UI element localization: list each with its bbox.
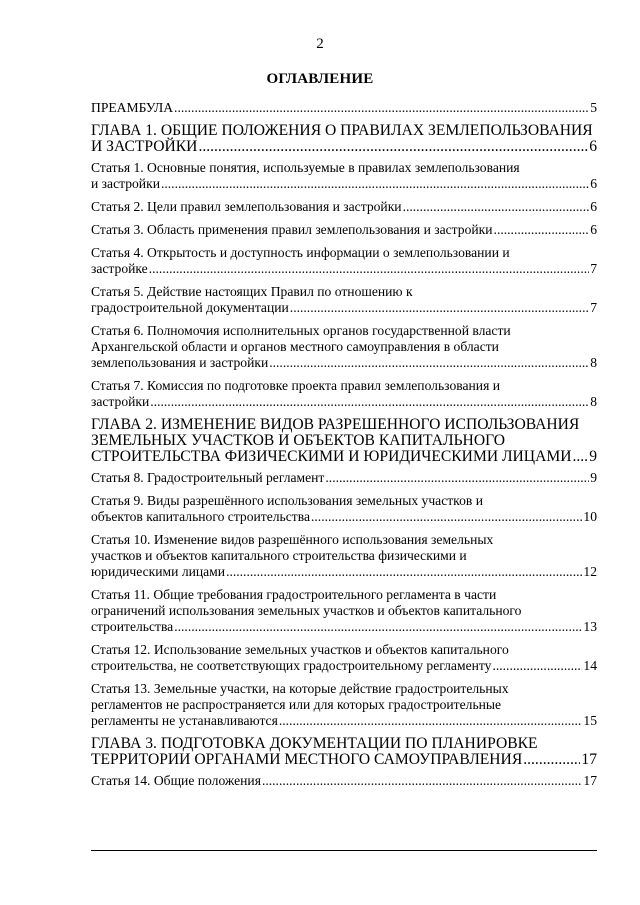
- toc-entry-final-line: [91, 449, 597, 465]
- toc-entry-article[interactable]: [91, 199, 597, 215]
- toc-entry-final-line: [91, 222, 597, 238]
- toc-entry-final-line: [91, 713, 597, 729]
- toc-entry-text-line: ГЛАВА 2. ИЗМЕНЕНИЕ ВИДОВ РАЗРЕШЕННОГО ИСПОЛЬЗОВАНИЯ: [91, 416, 580, 433]
- toc-entry-text-line: Статья 8. Градостроительный регламент: [91, 470, 325, 485]
- toc-entry-preamble[interactable]: [91, 100, 597, 116]
- dot-leader: [279, 713, 583, 729]
- toc-page-number: 17: [581, 751, 597, 768]
- toc-entry-chapter[interactable]: [91, 123, 597, 155]
- toc-page-number: 10: [583, 509, 597, 524]
- toc-entry-article[interactable]: [91, 323, 597, 371]
- toc-entry-text-line: градостроительной документации: [91, 300, 289, 315]
- toc-entry-article[interactable]: [91, 493, 597, 525]
- toc-page-number: 13: [583, 619, 597, 634]
- toc-page-number: 6: [590, 199, 597, 214]
- dot-leader: [325, 470, 589, 486]
- toc-entry-article[interactable]: [91, 587, 597, 635]
- toc-entry-article[interactable]: [91, 470, 597, 486]
- toc-entry-text-line: регламенты не устанавливаются: [91, 713, 278, 728]
- toc-page-number: 5: [590, 100, 597, 115]
- toc-entry-text-line: Статья 7. Комиссия по подготовке проекта правил землепользования и: [91, 378, 500, 393]
- toc-entry-final-line: [91, 300, 597, 316]
- toc-page-number: 6: [589, 138, 597, 155]
- toc-page-number: 14: [583, 658, 597, 673]
- toc-entry-text-line: СТРОИТЕЛЬСТВА ФИЗИЧЕСКИМИ И ЮРИДИЧЕСКИМИ ЛИЦАМИ: [91, 448, 572, 465]
- toc-entry-text-line: строительства, не соответствующих градостроительному регламенту: [91, 658, 492, 673]
- dot-leader: [149, 261, 589, 277]
- dot-leader: [492, 658, 582, 674]
- toc-entry-text-line: объектов капитального строительства: [91, 509, 310, 524]
- toc-entry-text-line: ГЛАВА 3. ПОДГОТОВКА ДОКУМЕНТАЦИИ ПО ПЛАНИРОВКЕ: [91, 735, 538, 752]
- toc-entry-final-line: [91, 261, 597, 277]
- footer-divider: [91, 850, 597, 851]
- toc-entry-final-line: [91, 619, 597, 635]
- toc-entry-final-line: [91, 752, 597, 768]
- dot-leader: [403, 199, 590, 215]
- toc-entry-text-line: ограничений использования земельных участков и объектов капитального: [91, 603, 522, 618]
- toc-entry-text-line: Статья 4. Открытость и доступность информации о землепользовании и: [91, 245, 510, 260]
- dot-leader: [198, 139, 588, 155]
- toc-entry-final-line: [91, 470, 597, 486]
- toc-page-number: 8: [590, 355, 597, 370]
- toc-entry-text-line: ЗЕМЕЛЬНЫХ УЧАСТКОВ И ОБЪЕКТОВ КАПИТАЛЬНОГО: [91, 432, 505, 449]
- toc-entry-text-line: строительства: [91, 619, 174, 634]
- dot-leader: [174, 100, 589, 116]
- toc-entry-text-line: регламентов не распространяется или для которых градостроительные: [91, 697, 502, 712]
- toc-entry-article[interactable]: [91, 245, 597, 277]
- toc-entry-text-line: Статья 5. Действие настоящих Правил по отношению к: [91, 284, 413, 299]
- toc-entry-text-line: Статья 10. Изменение видов разрешённого использования земельных: [91, 532, 494, 547]
- toc-page-number: 6: [590, 176, 597, 191]
- toc-entry-article[interactable]: [91, 378, 597, 410]
- toc-entry-final-line: [91, 658, 597, 674]
- toc-page-number: 8: [590, 394, 597, 409]
- toc-entry-text-line: застройки: [91, 394, 150, 409]
- toc-entry-text-line: Архангельской области и органов местного самоуправления в области: [91, 339, 499, 354]
- toc-entry-text-line: Статья 13. Земельные участки, на которые действие градостроительных: [91, 681, 509, 696]
- dot-leader: [523, 752, 580, 768]
- toc-entry-text-line: Статья 14. Общие положения: [91, 773, 261, 788]
- toc-entry-chapter[interactable]: [91, 736, 597, 768]
- toc-entry-text-line: землепользования и застройки: [91, 355, 269, 370]
- dot-leader: [269, 355, 589, 371]
- toc-entry-article[interactable]: [91, 284, 597, 316]
- toc-entry-article[interactable]: [91, 681, 597, 729]
- toc-entry-final-line: [91, 100, 597, 116]
- toc-entry-text-line: и застройки: [91, 176, 160, 191]
- toc-page-number: 17: [583, 773, 597, 788]
- toc-page-number: 15: [583, 713, 597, 728]
- toc-entry-final-line: [91, 509, 597, 525]
- dot-leader: [150, 394, 589, 410]
- toc-entry-text-line: ПРЕАМБУЛА: [91, 100, 174, 115]
- toc-entry-final-line: [91, 564, 597, 580]
- toc-entry-final-line: [91, 139, 597, 155]
- toc-page-number: 12: [583, 564, 597, 579]
- toc-entry-text-line: Статья 1. Основные понятия, используемые в правилах землепользования: [91, 160, 520, 175]
- toc-entry-text-line: Статья 6. Полномочия исполнительных органов государственной власти: [91, 323, 511, 338]
- dot-leader: [161, 176, 589, 192]
- toc-entry-article[interactable]: [91, 642, 597, 674]
- toc-entry-text-line: Статья 9. Виды разрешённого использования земельных участков и: [91, 493, 483, 508]
- toc-entry-article[interactable]: [91, 222, 597, 238]
- toc-entry-chapter[interactable]: [91, 417, 597, 465]
- toc-page-number: 7: [590, 300, 597, 315]
- toc-entry-text-line: юридическими лицами: [91, 564, 226, 579]
- dot-leader: [262, 773, 582, 789]
- dot-leader: [494, 222, 590, 238]
- page-number: 2: [316, 36, 324, 52]
- toc-page-number: 7: [590, 261, 597, 276]
- dot-leader: [290, 300, 589, 316]
- toc-entry-article[interactable]: [91, 773, 597, 789]
- dot-leader: [174, 619, 582, 635]
- table-of-contents: [91, 100, 597, 796]
- dot-leader: [572, 449, 588, 465]
- toc-entry-text-line: Статья 2. Цели правил землепользования и застройки: [91, 199, 402, 214]
- toc-entry-text-line: Статья 3. Область применения правил землепользования и застройки: [91, 222, 493, 237]
- toc-entry-article[interactable]: [91, 532, 597, 580]
- toc-page-number: 9: [590, 470, 597, 485]
- toc-entry-text-line: Статья 11. Общие требования градостроительного регламента в части: [91, 587, 497, 602]
- toc-entry-text-line: И ЗАСТРОЙКИ: [91, 138, 198, 155]
- toc-entry-final-line: [91, 773, 597, 789]
- dot-leader: [311, 509, 582, 525]
- toc-entry-text-line: ГЛАВА 1. ОБЩИЕ ПОЛОЖЕНИЯ О ПРАВИЛАХ ЗЕМЛЕПОЛЬЗОВАНИЯ: [91, 122, 593, 139]
- toc-entry-final-line: [91, 176, 597, 192]
- toc-entry-final-line: [91, 355, 597, 371]
- dot-leader: [226, 564, 582, 580]
- toc-title: ОГЛАВЛЕНИЕ: [266, 71, 374, 87]
- toc-entry-text-line: участков и объектов капитального строительства физическими и: [91, 548, 467, 563]
- toc-entry-text-line: застройке: [91, 261, 148, 276]
- toc-entry-article[interactable]: [91, 160, 597, 192]
- toc-entry-text-line: ТЕРРИТОРИИ ОРГАНАМИ МЕСТНОГО САМОУПРАВЛЕНИЯ: [91, 751, 523, 768]
- toc-entry-final-line: [91, 199, 597, 215]
- toc-entry-text-line: Статья 12. Использование земельных участков и объектов капитального: [91, 642, 509, 657]
- toc-entry-final-line: [91, 394, 597, 410]
- toc-page-number: 9: [589, 448, 597, 465]
- toc-page-number: 6: [590, 222, 597, 237]
